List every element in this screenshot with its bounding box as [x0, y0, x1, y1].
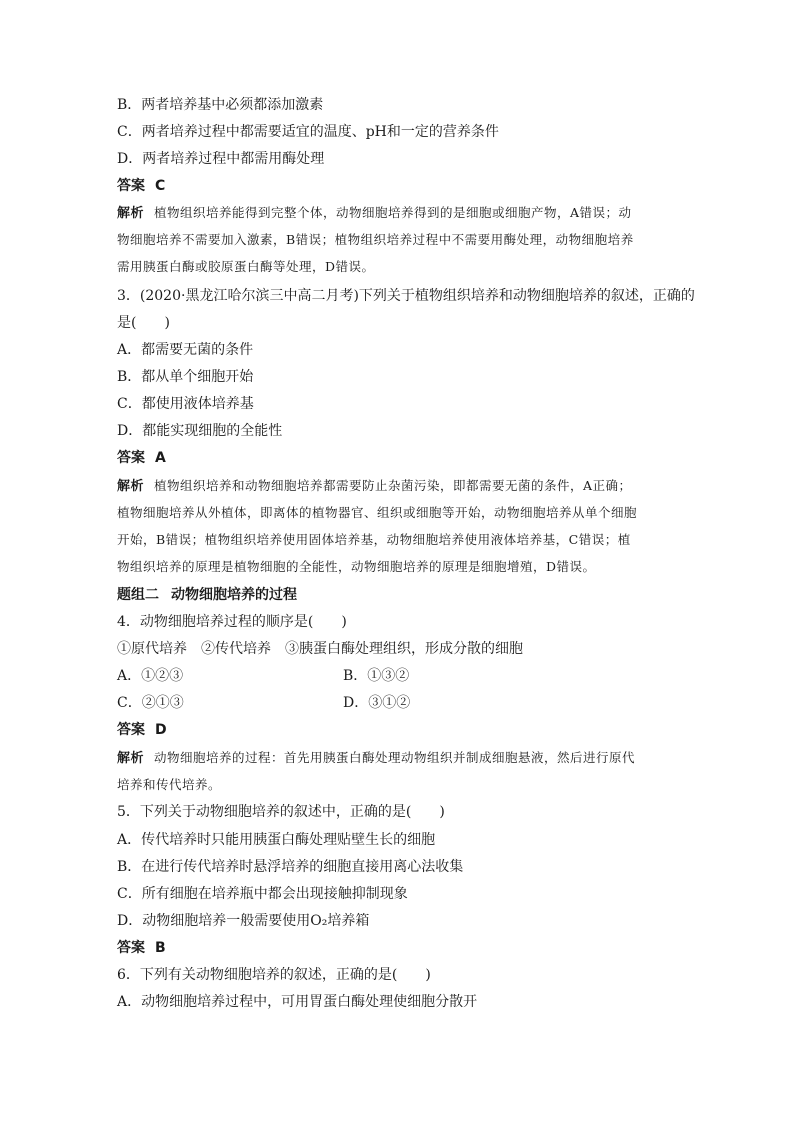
q2-answer	[117, 177, 679, 195]
q3-analysis-line-1: 解析 植物组织培养和动物细胞培养都需要防止杂菌污染，即都需要无菌的条件，A正确；	[117, 478, 632, 494]
q3-option-a: A．都需要无菌的条件	[117, 342, 254, 358]
q4-options-row-1	[117, 667, 679, 685]
q6-option-a: A．动物细胞培养过程中，可用胃蛋白酶处理使细胞分散开	[117, 994, 478, 1010]
q3-analysis-line-2: 植物细胞培养从外植体，即离体的植物器官、组织或细胞等开始，动物细胞培养从单个细胞	[117, 505, 638, 520]
answer-value: A	[155, 450, 166, 466]
group-label: 题组二	[117, 587, 159, 603]
q2-analysis-line-2: 物细胞培养不需要加入激素，B错误；植物组织培养过程中不需要用酶处理，动物细胞培养	[117, 232, 634, 247]
q3-option-b: B．都从单个细胞开始	[117, 369, 254, 385]
q3-option-d: D．都能实现细胞的全能性	[117, 423, 283, 439]
q4-stem: 4．动物细胞培养过程的顺序是( )	[117, 614, 347, 630]
q4-option-a: A．①②③	[117, 668, 184, 684]
answer-value: D	[155, 722, 167, 738]
q5-stem: 5．下列关于动物细胞培养的叙述中，正确的是( )	[117, 804, 445, 820]
q3-analysis-line-3: 开始，B错误；植物组织培养使用固体培养基，动物细胞培养使用液体培养基，C错误；植	[117, 532, 631, 547]
q4-answer	[117, 721, 679, 739]
analysis-label: 解析	[117, 206, 145, 221]
q4-option-b: B．①③②	[343, 668, 410, 684]
q3-stem-line-1: 3．(2020·黑龙江哈尔滨三中高二月考)下列关于植物组织培养和动物细胞培养的叙述，正确的	[117, 288, 695, 304]
answer-label: 答案	[117, 178, 145, 194]
q5-option-a: A．传代培养时只能用胰蛋白酶处理贴壁生长的细胞	[117, 832, 436, 848]
analysis-label: 解析	[117, 751, 145, 766]
q4-options-row-2	[117, 694, 679, 712]
answer-value: B	[155, 940, 166, 956]
q4-analysis-line-2: 培养和传代培养。	[117, 777, 222, 792]
q5-option-c: C．所有细胞在培养瓶中都会出现接触抑制现象	[117, 886, 408, 902]
q4-items: ①原代培养 ②传代培养 ③胰蛋白酶处理组织，形成分散的细胞	[117, 641, 523, 657]
q5-option-d: D．动物细胞培养一般需要使用O₂培养箱	[117, 913, 370, 929]
q3-option-c: C．都使用液体培养基	[117, 396, 254, 412]
answer-label: 答案	[117, 940, 145, 956]
answer-value: C	[155, 178, 166, 194]
answer-label: 答案	[117, 450, 145, 466]
answer-label: 答案	[117, 722, 145, 738]
q3-stem-line-2: 是( )	[117, 315, 170, 331]
q6-stem: 6．下列有关动物细胞培养的叙述，正确的是( )	[117, 967, 431, 983]
q2-option-c: C．两者培养过程中都需要适宜的温度、pH和一定的营养条件	[117, 124, 499, 140]
q5-option-b: B．在进行传代培养时悬浮培养的细胞直接用离心法收集	[117, 859, 464, 875]
group-title: 动物细胞培养的过程	[171, 587, 297, 603]
q5-answer	[117, 939, 679, 957]
analysis-label: 解析	[117, 479, 145, 494]
q4-analysis-line-1: 解析 动物细胞培养的过程：首先用胰蛋白酶处理动物组织并制成细胞悬液，然后进行原代	[117, 750, 636, 766]
q3-analysis-line-4: 物组织培养的原理是植物细胞的全能性，动物细胞培养的原理是细胞增殖，D错误。	[117, 559, 596, 574]
group-heading	[117, 586, 679, 604]
q3-answer	[117, 449, 679, 467]
q2-analysis-line-1: 解析 植物组织培养能得到完整个体，动物细胞培养得到的是细胞或细胞产物，A错误；动	[117, 205, 632, 221]
q2-option-b: B．两者培养基中必须都添加激素	[117, 97, 324, 113]
q4-option-c: C．②①③	[117, 695, 184, 711]
q4-option-d: D．③①②	[343, 695, 411, 711]
q2-analysis-line-3: 需用胰蛋白酶或胶原蛋白酶等处理，D错误。	[117, 259, 375, 274]
q2-option-d: D．两者培养过程中都需用酶处理	[117, 151, 325, 167]
